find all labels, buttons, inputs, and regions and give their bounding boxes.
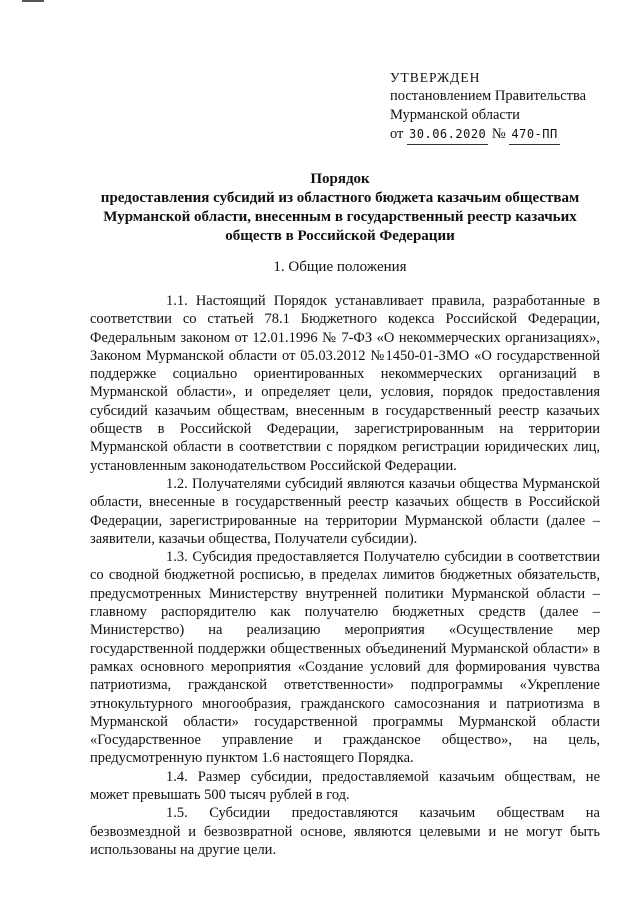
paragraph-number: 1.5.: [166, 805, 188, 822]
approval-stamp: [390, 68, 586, 145]
paragraph-number: 1.3.: [166, 549, 188, 566]
title-line-1: Порядок: [310, 171, 370, 187]
section-heading: 1. Общие положения: [273, 259, 407, 275]
paragraph-text: Размер субсидии, предоставляемой казачьим обществам, не может превышать 500 тысяч рублей в год.: [90, 768, 601, 804]
title-line-4: обществ в Российской Федерации: [225, 228, 455, 244]
title-line-2: предоставления субсидий из областного бюджета казачьим обществам: [100, 190, 580, 206]
approval-date: 30.06.2020: [407, 125, 488, 145]
scan-edge-mark: [22, 0, 44, 2]
approval-authority: постановлением Правительства: [390, 88, 587, 104]
paragraph-text: Субсидии предоставляются казачьим обществам на безвозмездной и безвозвратной основе, являются целевыми и не могут быть использованы на другие цели.: [90, 805, 600, 858]
paragraph-1-2: [90, 475, 600, 548]
paragraph-1-3: [90, 548, 600, 768]
number-prefix: №: [491, 126, 506, 142]
approval-region: Мурманской области: [390, 107, 520, 123]
document-body: [90, 292, 600, 859]
paragraph-text: Настоящий Порядок устанавливает правила, разработанные в соответствии со статьей 78.1 Бюджетного кодекса Российской Федерации, Федеральным законом от 12.01.1996 № 7-ФЗ «О некоммерческих организациях», Законом Мурманской области от 05.03.2012 №1450-01-ЗМО «О государственной поддержке социально ориентированных некоммерческих организаций в Мурманской области», и определяет цели, условия, порядок предоставления субсидий казачьим обществам, внесенным в государственный реестр казачьих обществ в Российской Федерации, зарегистрированным на территории Мурманской области в соответствии с порядком регистрации юридических лиц, установленным законодательством Российской Федерации.: [90, 293, 601, 474]
paragraph-text: Субсидия предоставляется Получателю субсидии в соответствии со сводной бюджетной росписью, в пределах лимитов бюджетных обязательств, предусмотренных Министерству внутренней политики Мурманской области – главному распорядителю как получателю бюджетных средств (далее – Министерство) на реализацию мероприятия «Осуществление мер государственной поддержки общественных объединений Мурманской области» в рамках основного мероприятия «Создание условий для формирования чувства патриотизма, гражданской ответственности» подпрограммы «Укрепление этнокультурного многообразия, гражданского самосознания и патриотизма в Мурманской области» государственной программы Мурманской области «Государственное управление и гражданское общество», на цель, предусмотренную пунктом 1.6 настоящего Порядка.: [90, 549, 601, 767]
document-title: [60, 170, 620, 246]
approval-title: УТВЕРЖДЕН: [390, 70, 481, 85]
paragraph-1-4: [90, 768, 600, 805]
title-line-3: Мурманской области, внесенным в государственный реестр казачьих: [103, 209, 577, 225]
paragraph-number: 1.4.: [166, 768, 188, 785]
approval-number: 470-ПП: [509, 125, 559, 145]
date-prefix: от: [390, 126, 404, 142]
paragraph-text: Получателями субсидий являются казачьи общества Мурманской области, внесенные в государственный реестр казачьих обществ в Российской Федерации, зарегистрированные на территории Мурманской области (далее – заявители, казачьи общества, Получатели субсидии).: [90, 475, 601, 547]
paragraph-1-5: [90, 804, 600, 859]
paragraph-number: 1.1.: [166, 293, 188, 309]
approval-date-line: [390, 125, 586, 145]
paragraph-1-1: [90, 292, 600, 475]
paragraph-number: 1.2.: [166, 475, 188, 492]
